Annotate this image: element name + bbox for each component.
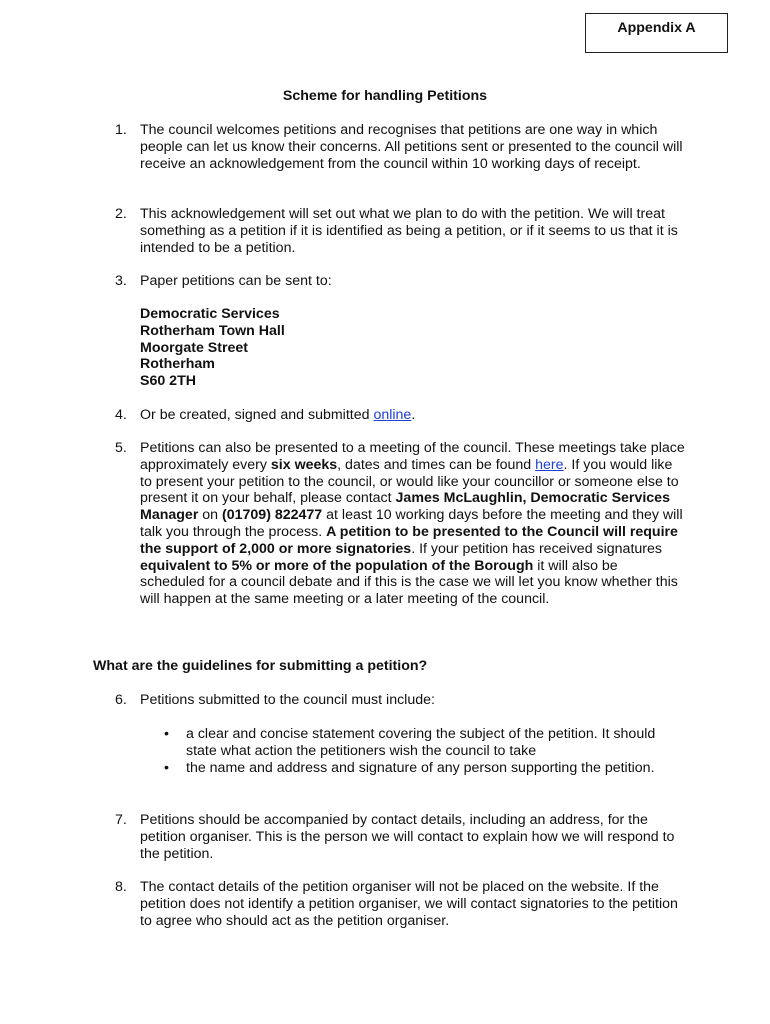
list-item-6 [115, 692, 685, 709]
item-text-bold: six weeks [270, 456, 338, 473]
list-item-7 [115, 812, 685, 862]
here-link[interactable]: here [535, 456, 564, 473]
item-text: at least 10 working days before the meeting and they will talk you through the process. [140, 507, 683, 540]
list-item-3 [115, 273, 685, 290]
item-text: Petitions should be accompanied by contact details, including an address, for the petition organiser. This is the person we will contact to explain how we will respond to the petition. [140, 812, 675, 862]
item-number: 1. [115, 122, 127, 138]
bullet-text: a clear and concise statement covering the subject of the petition. It should state what action the petitioners wish the council to take [186, 726, 656, 759]
address-line: S60 2TH [140, 373, 196, 390]
item-text: Petitions can also be presented to a meeting of the council. These meetings take place approximately every [140, 440, 685, 473]
address-line: Rotherham Town Hall [140, 322, 285, 339]
postal-address [140, 306, 285, 390]
bullet-icon: • [164, 726, 169, 742]
item-text: This acknowledgement will set out what we plan to do with the petition. We will treat something as a petition if it is identified as being a petition, or if it seems to us that it is intended to be a petition. [140, 206, 678, 256]
item-number: 5. [115, 440, 127, 456]
address-line: Moorgate Street [140, 339, 248, 356]
item-text: The council welcomes petitions and recognises that petitions are one way in which people can let us know their concerns. All petitions sent or presented to the council will receive an acknowledgement from the council within 10 working days of receipt. [140, 122, 683, 172]
item-text-bold: A petition to be presented to the Council will require the support of 2,000 or more signatories [140, 523, 678, 557]
item-text-bold: equivalent to 5% or more of the population of the Borough [140, 557, 534, 574]
item-text: on [198, 507, 223, 524]
page-title: Scheme for handling Petitions [282, 88, 488, 104]
item-number: 7. [115, 812, 127, 828]
bullet-icon: • [164, 759, 169, 776]
item-text: Petitions submitted to the council must include: [140, 692, 435, 708]
item-text: . [411, 407, 416, 423]
bullet-item [164, 726, 666, 760]
contact-name: James McLaughlin, Democratic Services Manager [140, 490, 670, 524]
bullet-text: the name and address and signature of any person supporting the petition. [186, 759, 655, 776]
item-text: . If your petition has received signatures [411, 540, 662, 557]
appendix-label: Appendix A [585, 13, 728, 53]
item-number: 6. [115, 692, 127, 708]
item-number: 4. [115, 407, 127, 423]
item-text: , dates and times can be found [337, 456, 536, 473]
address-line: Rotherham [140, 356, 215, 373]
list-item-8 [115, 879, 685, 929]
item-text: Or be created, signed and submitted [140, 407, 374, 423]
item-text: The contact details of the petition organiser will not be placed on the website. If the petition does not identify a petition organiser, we will contact signatories to the petition to agree who should act as the petition organiser. [140, 879, 678, 929]
list-item-2 [115, 206, 685, 256]
bullet-item [164, 759, 666, 777]
list-item-5 [115, 440, 685, 608]
list-item-1 [115, 122, 685, 172]
online-link[interactable]: online [373, 407, 412, 423]
item-number: 8. [115, 879, 127, 895]
item-text: . If you would like to present your petition to the council, or would like your councillor or someone else to present it on your behalf, please contact [140, 456, 679, 507]
bullet-list [164, 726, 666, 776]
item-number: 2. [115, 206, 127, 222]
item-text: it will also be scheduled for a council debate and if this is the case we will let you know whether this will happen at the same meeting or a later meeting of the council. [140, 557, 678, 608]
list-item-4 [115, 407, 685, 424]
contact-phone: (01709) 822477 [222, 507, 323, 524]
address-line: Democratic Services [140, 306, 280, 322]
item-text: Paper petitions can be sent to: [140, 273, 332, 289]
section-heading: What are the guidelines for submitting a petition? [93, 658, 428, 674]
item-number: 3. [115, 273, 127, 289]
